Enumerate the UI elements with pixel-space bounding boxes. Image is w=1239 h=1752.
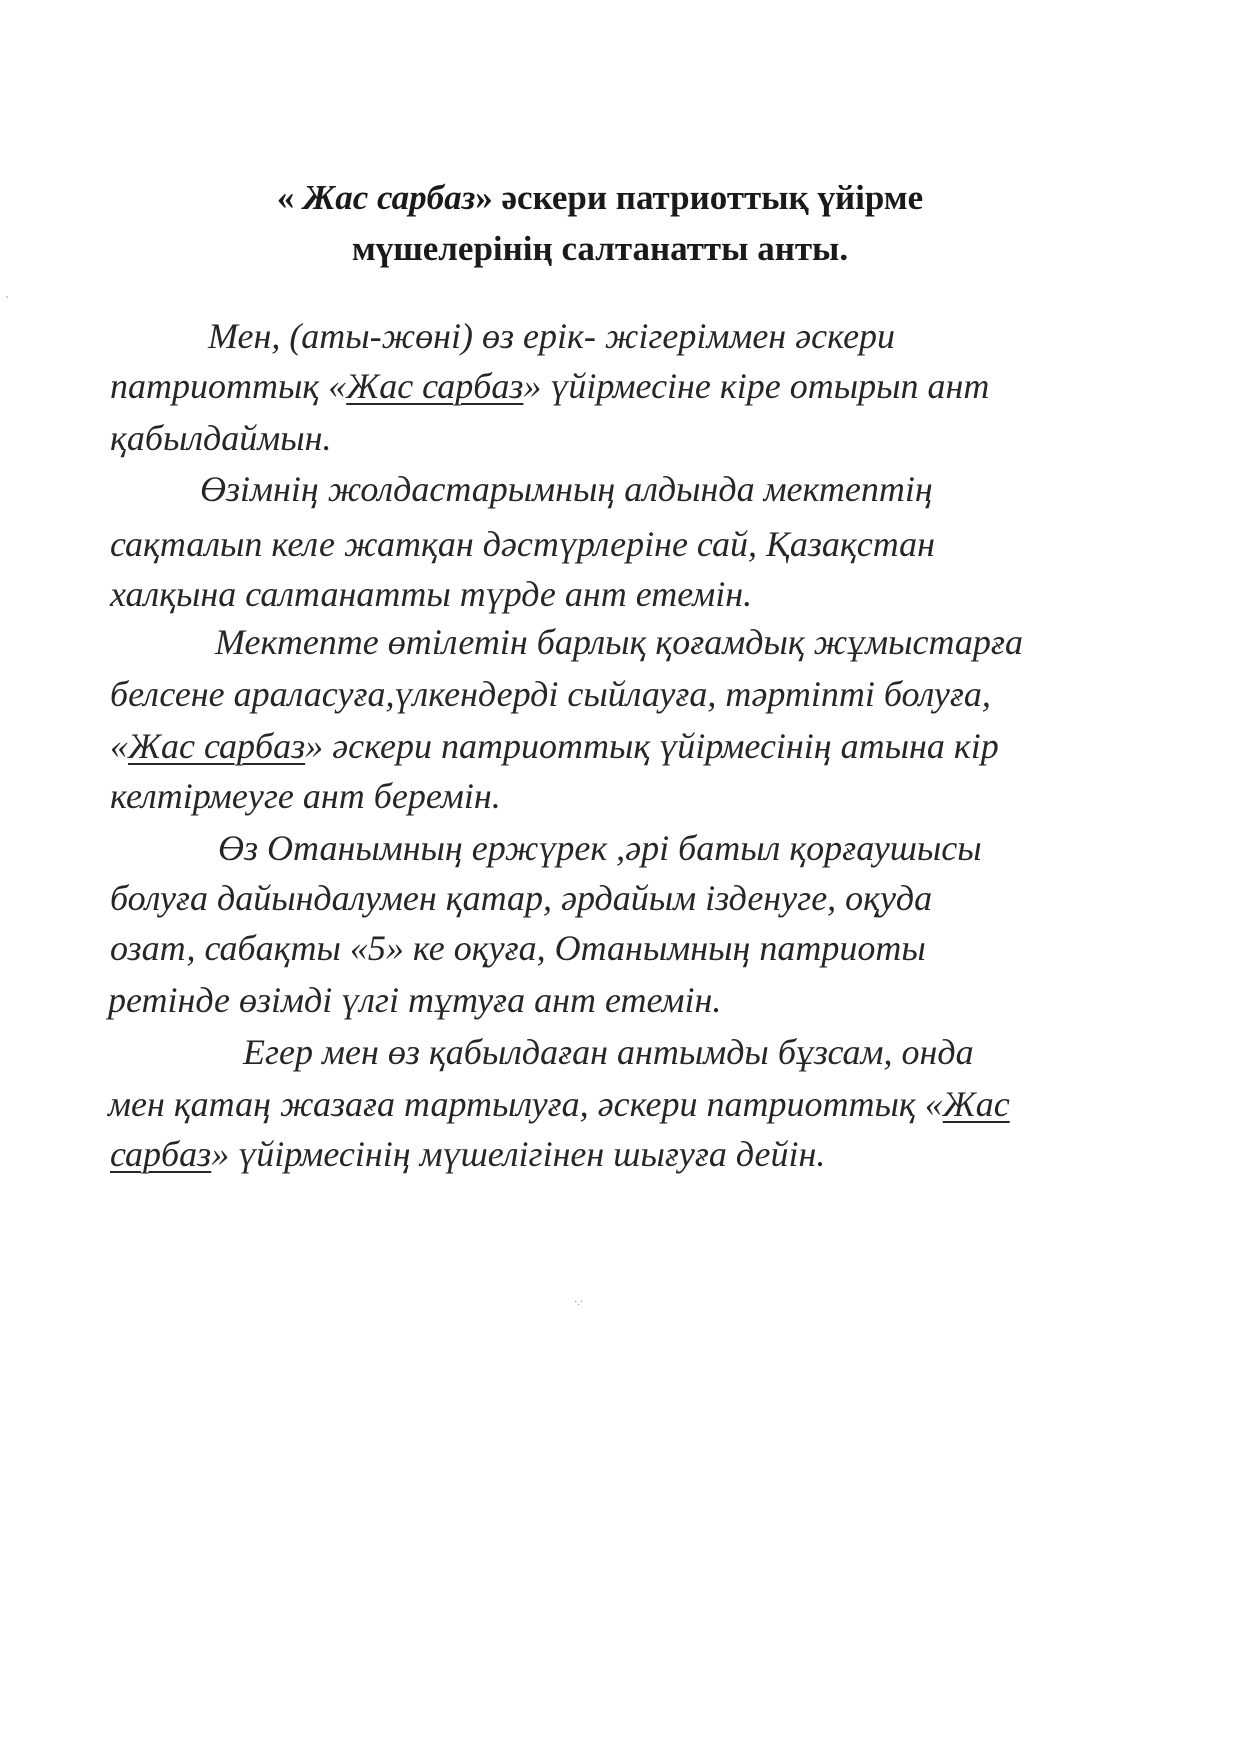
p5-line-3-b: » үйірмесінің мүшелігінен шығуға дейін. — [211, 1134, 826, 1174]
title-club-name: Жас сарбаз — [303, 178, 476, 217]
p2-line-1: Өзімнің жолдастарымның алдында мектептің — [200, 469, 933, 509]
p2-line-2: сақталып келе жатқан дәстүрлеріне сай, Қазақстан — [110, 524, 936, 564]
p5-club-name-part-2: сарбаз — [110, 1134, 212, 1174]
p3-line-3-b: » әскери патриоттық үйірмесінің атына кір — [305, 726, 999, 766]
p5-club-name-part-1: Жас — [942, 1084, 1010, 1124]
p3-line-1: Мектепте өтілетін барлық қоғамдық жұмыстарға — [215, 622, 1023, 662]
title-line-1 — [200, 172, 1000, 223]
p1-club-name: Жас сарбаз — [346, 366, 524, 406]
page-title — [200, 172, 1000, 274]
p4-line-2: болуға дайындалумен қатар, әрдайым ізденуге, оқуда — [110, 878, 933, 918]
p1-line-2 — [110, 360, 989, 412]
title-line-1-rest: әскери патриоттық үйірме — [492, 178, 924, 217]
scan-speck: ·.· — [574, 1297, 584, 1308]
p1-line-3: қабылдаймын. — [110, 418, 332, 458]
p3-line-4: келтірмеуге ант беремін. — [110, 776, 501, 816]
p3-club-name: Жас сарбаз — [128, 726, 306, 766]
p1-line-2-b: » үйірмесіне кіре отырып ант — [523, 366, 990, 406]
p4-line-4: ретінде өзімді үлгі тұтуға ант етемін. — [108, 980, 722, 1020]
p3-line-2: белсене араласуға,үлкендерді сыйлауға, тәртіпті болуға, — [110, 674, 991, 714]
p3-line-3-a: « — [110, 726, 128, 766]
p2-line-3: халқына салтанатты түрде ант етемін. — [110, 574, 753, 614]
scan-edge-mark — [6, 296, 8, 298]
title-close-quote: » — [475, 178, 493, 217]
title-open-quote: « — [276, 178, 304, 217]
p4-line-1: Өз Отанымның ержүрек ,әрі батыл қорғаушысы — [218, 828, 982, 868]
p1-line-1: Мен, (аты-жөні) өз ерік- жігеріммен әскери — [208, 316, 896, 356]
title-line-2: мүшелерінің салтанатты анты. — [351, 229, 849, 268]
p3-line-3 — [110, 720, 999, 772]
p5-line-3 — [110, 1128, 825, 1180]
p5-line-2 — [108, 1078, 1010, 1130]
p4-line-3: озат, сабақты «5» ке оқуға, Отанымның патриоты — [110, 928, 926, 968]
p5-line-2-a: мен қатаң жазаға тартылуға, әскери патриоттық « — [108, 1084, 943, 1124]
p1-line-2-a: патриоттық « — [110, 366, 347, 406]
p5-line-1: Егер мен өз қабылдаған антымды бұзсам, онда — [243, 1032, 974, 1072]
